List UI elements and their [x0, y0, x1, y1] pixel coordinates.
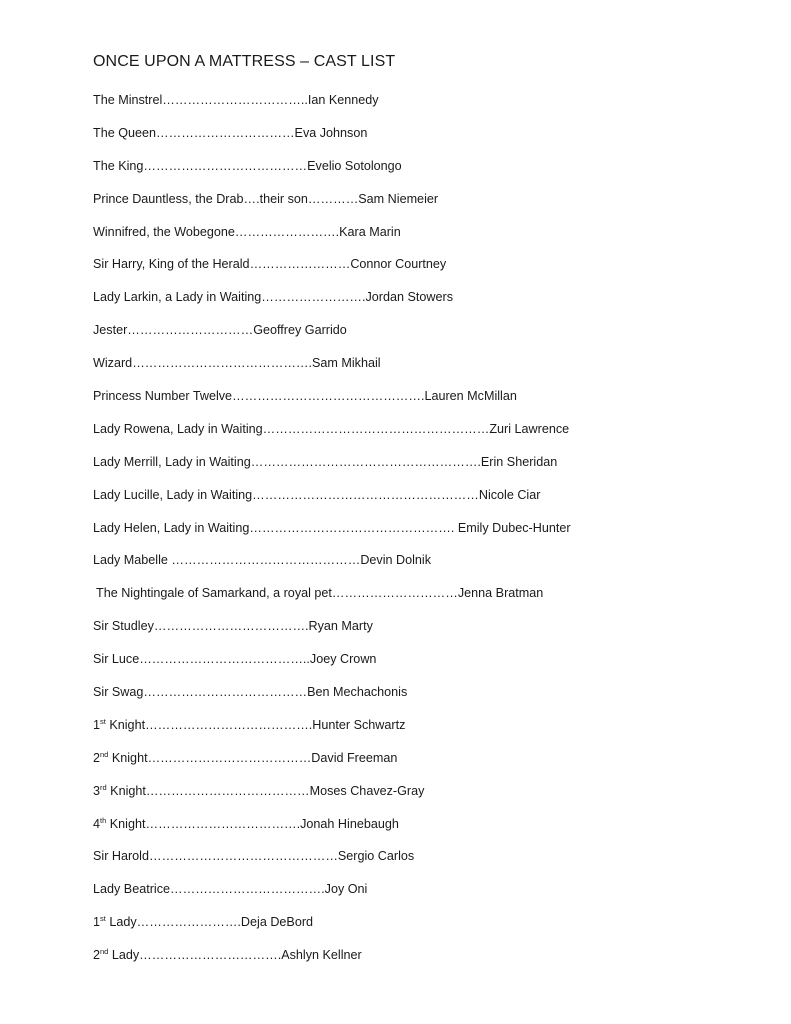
cast-line [93, 123, 571, 156]
role-name-rest: Knight [106, 816, 146, 831]
role-name: Lady Mabelle [93, 553, 172, 568]
cast-line [93, 518, 571, 551]
cast-line [93, 846, 571, 879]
cast-line [93, 320, 571, 353]
cast-line [93, 912, 571, 945]
dot-leader: ……………………. [136, 915, 241, 930]
cast-line [93, 452, 571, 485]
cast-line [93, 156, 571, 189]
cast-line [93, 287, 571, 320]
dot-leader: ………………………… [331, 586, 458, 601]
ordinal-suffix: th [100, 815, 107, 825]
page-title: ONCE UPON A MATTRESS – CAST LIST [93, 53, 396, 70]
dot-leader: ………………………… [127, 323, 254, 338]
role-name: Sir Studley [93, 619, 154, 634]
actor-name: Geoffrey Garrido [253, 323, 347, 338]
actor-name: Emily Dubec-Hunter [454, 520, 571, 535]
dot-leader: ………………………………… [143, 158, 308, 173]
dot-leader: ………………………………… [147, 750, 312, 765]
role-name: 3 [93, 783, 101, 798]
dot-leader: …………………………… [156, 125, 295, 140]
cast-line [93, 550, 571, 583]
actor-name: Nicole Ciar [478, 487, 541, 502]
actor-name: Hunter Schwartz [312, 717, 406, 732]
actor-name: Lauren McMillan [424, 389, 517, 404]
role-name: The King [93, 158, 144, 173]
role-name: The Nightingale of Samarkand, a royal pet [96, 586, 332, 601]
dot-leader: …………………………………. [145, 717, 313, 732]
role-name: 1 [93, 915, 101, 930]
dot-leader: ……………………………………………… [262, 421, 490, 436]
role-name: Lady Helen, Lady in Waiting [93, 520, 250, 535]
dot-leader: ………………………………. [145, 816, 301, 831]
actor-name: Eva Johnson [294, 125, 368, 140]
actor-name: Jordan Stowers [365, 290, 453, 305]
cast-line [93, 583, 571, 616]
cast-line [93, 386, 571, 419]
actor-name: Ian Kennedy [307, 93, 379, 107]
actor-name: Zuri Lawrence [489, 421, 570, 436]
role-name: Sir Harry, King of the Herald [93, 257, 250, 272]
role-name: Lady Merrill, Lady in Waiting [93, 454, 251, 469]
cast-line [93, 419, 571, 452]
actor-name: Sam Niemeier [358, 191, 439, 206]
role-name: 2 [93, 750, 101, 765]
role-name-rest: Knight [108, 750, 148, 765]
role-name: Prince Dauntless, the Drab….their son [93, 191, 308, 206]
cast-line [93, 222, 571, 255]
dot-leader: ……………………………………… [149, 849, 338, 864]
actor-name: Devin Dolnik [360, 553, 432, 568]
ordinal-suffix: nd [100, 947, 109, 957]
dot-leader: ……………………. [234, 224, 340, 239]
actor-name: Connor Courtney [350, 257, 447, 272]
actor-name: Erin Sheridan [480, 454, 558, 469]
dot-leader: ………………………………. [153, 619, 309, 634]
actor-name: Deja DeBord [240, 915, 314, 930]
actor-name: Moses Chavez-Gray [309, 783, 425, 798]
dot-leader: …………………………………………. [249, 520, 455, 535]
dot-leader: ………………………………………………. [250, 454, 481, 469]
dot-leader: ………………………………………. [232, 389, 425, 404]
cast-line [93, 254, 571, 287]
role-name: 2 [93, 948, 101, 963]
role-name: Sir Harold [93, 849, 149, 864]
cast-line [93, 945, 571, 978]
actor-name: Jenna Bratman [457, 586, 544, 601]
dot-leader: ………………………………… [145, 783, 310, 798]
cast-line [93, 485, 571, 518]
cast-line [93, 682, 571, 715]
dot-leader: ……………………………………………… [252, 487, 479, 502]
ordinal-suffix: nd [100, 749, 109, 759]
cast-list [93, 90, 571, 978]
dot-leader: …………………………….. [162, 93, 308, 107]
role-name-rest: Knight [105, 717, 146, 732]
cast-line [93, 748, 571, 781]
role-name: Jester [93, 323, 128, 338]
role-name: Lady Lucille, Lady in Waiting [93, 487, 253, 502]
dot-leader: ……………………………………… [171, 553, 361, 568]
actor-name: Kara Marin [339, 224, 401, 239]
cast-line [93, 781, 571, 814]
actor-name: Joey Crown [309, 652, 377, 667]
role-name-rest: Knight [106, 783, 146, 798]
role-name: Winnifred, the Wobegone [93, 224, 235, 239]
cast-line [93, 90, 571, 123]
cast-line [93, 715, 571, 748]
ordinal-suffix: st [100, 716, 106, 726]
dot-leader: ……………………………. [139, 948, 282, 963]
role-name-rest: Lady [105, 915, 137, 930]
dot-leader: …………………… [249, 257, 351, 272]
role-name-rest: Lady [108, 948, 140, 963]
actor-name: David Freeman [311, 750, 398, 765]
cast-line [93, 649, 571, 682]
role-name: Princess Number Twelve [93, 389, 233, 404]
dot-leader: ………………………………… [143, 685, 308, 700]
dot-leader: ……………………………………. [132, 356, 312, 371]
actor-name: Jonah Hinebaugh [300, 816, 399, 831]
actor-name: Sergio Carlos [337, 849, 415, 864]
cast-line [93, 814, 571, 847]
ordinal-suffix: st [100, 914, 106, 924]
role-name: Sir Luce [93, 652, 140, 667]
role-name: Lady Beatrice [93, 882, 171, 897]
role-name: The Minstrel [93, 93, 163, 107]
cast-line [93, 189, 571, 222]
dot-leader: ………………………………….. [139, 652, 310, 667]
role-name: 1 [93, 717, 101, 732]
dot-leader: ………………………………. [170, 882, 325, 897]
actor-name: Ben Mechachonis [307, 685, 408, 700]
actor-name: Sam Mikhail [312, 356, 381, 371]
actor-name: Ryan Marty [308, 619, 373, 634]
actor-name: Joy Oni [324, 882, 368, 897]
role-name: Lady Rowena, Lady in Waiting [93, 421, 263, 436]
cast-line [93, 616, 571, 649]
actor-name: Ashlyn Kellner [281, 948, 362, 963]
role-name: Lady Larkin, a Lady in Waiting [93, 290, 262, 305]
dot-leader: ………… [307, 191, 359, 206]
role-name: Sir Swag [93, 685, 144, 700]
dot-leader: ……………………. [261, 290, 366, 305]
role-name: Wizard [93, 356, 133, 371]
actor-name: Evelio Sotolongo [307, 158, 402, 173]
cast-line [93, 353, 571, 386]
cast-line [93, 879, 571, 912]
ordinal-suffix: rd [100, 782, 107, 792]
role-name: 4 [93, 816, 101, 831]
role-name: The Queen [93, 125, 157, 140]
